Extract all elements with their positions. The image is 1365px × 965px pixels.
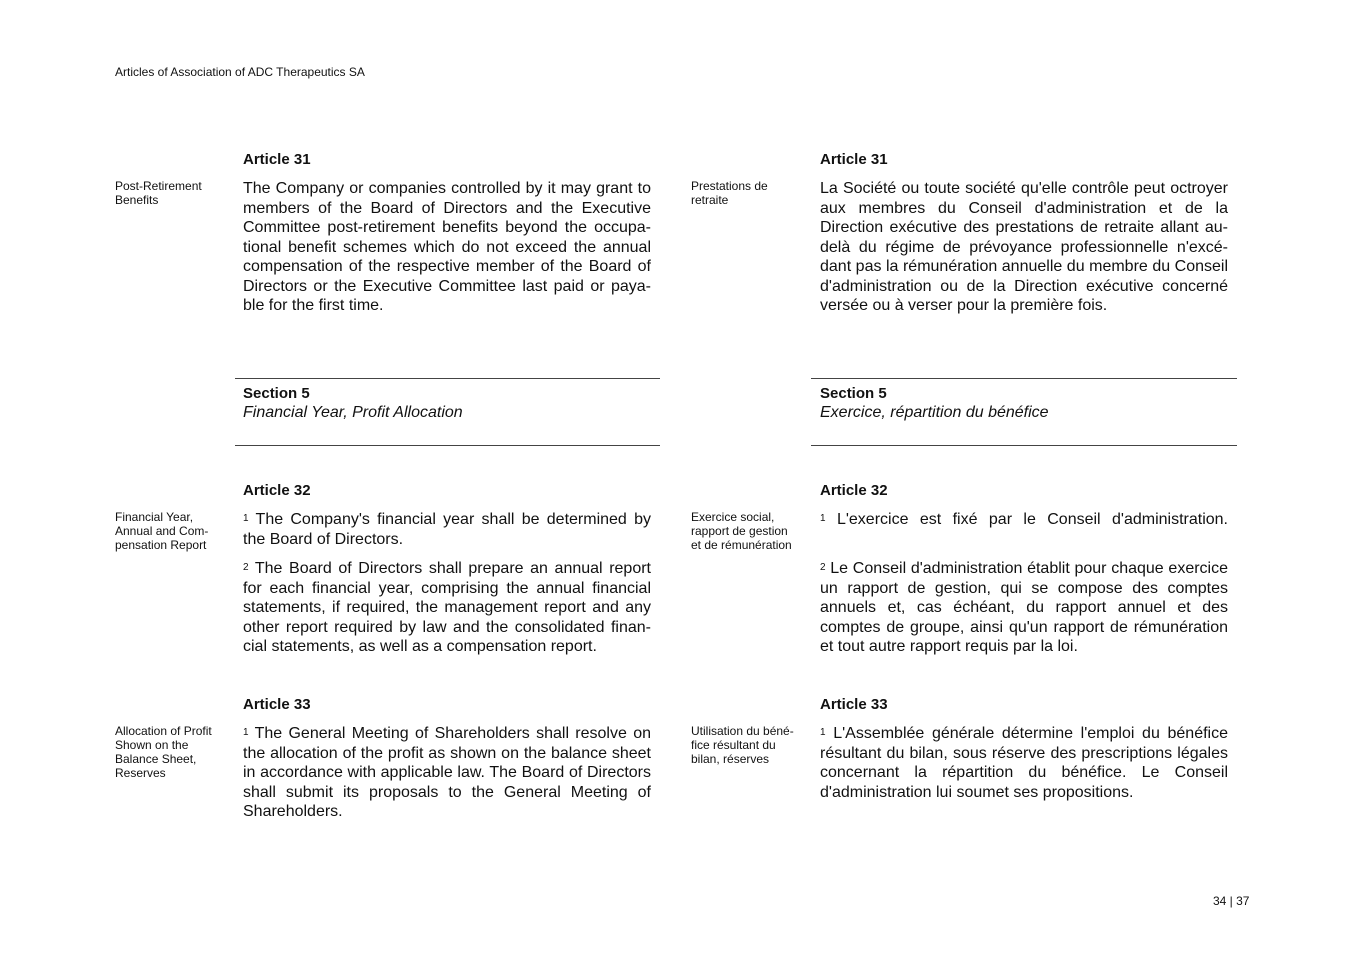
fr-article-32-p1-number: 1 — [820, 513, 826, 524]
en-article-33-p1-text: The General Meeting of Shareholders shall resolve on the allocation of the profit as shown on the balance sheet in accordance with applicable law. The Board of Directors shall submit its proposals to the General Meeting of Shareholders. — [243, 725, 651, 820]
page-number: 34 | 37 — [1213, 894, 1250, 908]
en-article-32-p1-number: 1 — [243, 513, 249, 524]
fr-article-32-title: Article 32 — [820, 482, 888, 499]
en-article-33-margin-note: Allocation of Profit Shown on the Balance Sheet, Reserves — [115, 724, 212, 780]
fr-section-rule-bottom — [811, 445, 1237, 446]
fr-article-32-p2-text: Le Conseil d'administration établit pour chaque exercice un rapport de gestion, qui se compose des comptes annuels et, cas échéant, du rapport annuel et des comptes de groupe, ainsi qu'un rapport de rémunération et tout autre rapport requis par la loi. — [820, 560, 1228, 655]
en-article-32-p1-text: The Company's financial year shall be determined by the Board of Directors. — [243, 511, 651, 548]
en-article-32-p2-number: 2 — [243, 562, 249, 573]
en-section-rule-top — [235, 378, 660, 379]
fr-article-33-title: Article 33 — [820, 696, 888, 713]
en-article-32-title: Article 32 — [243, 482, 311, 499]
en-section-5-label: Section 5 — [243, 385, 310, 402]
fr-article-31-paragraph: La Société ou toute société qu'elle contrôle peut octroyer aux membres du Conseil d'administration et de la Direction exécutive des prestations de retraite allant au-delà du régime de prévoyance professionnelle n'excédant pas la rémunération annuelle du membre du Conseil d'administration ou de la Direction exécutive concerné versée ou à verser pour la première fois. — [820, 180, 1228, 314]
fr-article-32-paragraph-2 — [820, 559, 1228, 657]
en-section-rule-bottom — [235, 445, 660, 446]
fr-article-31-title: Article 31 — [820, 151, 888, 168]
fr-article-33-p1-text: L'Assemblée générale détermine l'emploi du bénéfice résultant du bilan, sous réserve des prescriptions légales concernant la répartition du bénéfice. Le Conseil d'administration lui soumet ses propositions. — [820, 725, 1228, 801]
fr-article-32-margin-note: Exercice social, rapport de gestion et de rémunération — [691, 510, 792, 552]
en-article-31-margin-note: Post-Retirement Benefits — [115, 179, 202, 207]
fr-article-32-p1-text: L'exercice est fixé par le Conseil d'administration. — [825, 511, 1228, 528]
fr-article-32-p2-number: 2 — [820, 562, 826, 573]
en-article-33-title: Article 33 — [243, 696, 311, 713]
en-article-33-paragraph-1 — [243, 724, 651, 822]
en-article-31-title: Article 31 — [243, 151, 311, 168]
en-article-32-p2-text: The Board of Directors shall prepare an annual report for each financial year, comprising the annual financial statements, if required, the management report and any other report required by law and the consolidated financial statements, as well as a compensation report. — [243, 560, 651, 655]
fr-section-5-label: Section 5 — [820, 385, 887, 402]
document-header: Articles of Association of ADC Therapeutics SA — [115, 65, 365, 79]
fr-section-rule-top — [811, 378, 1237, 379]
en-article-32-margin-note: Financial Year, Annual and Compensation Report — [115, 510, 209, 552]
en-article-33-p1-number: 1 — [243, 727, 249, 738]
fr-article-33-p1-number: 1 — [820, 727, 826, 738]
fr-article-33-paragraph-1 — [820, 724, 1228, 802]
fr-article-33-margin-note: Utilisation du bénéfice résultant du bilan, réserves — [691, 724, 794, 766]
fr-section-5-title: Exercice, répartition du bénéfice — [820, 404, 1049, 421]
en-article-32-paragraph-2 — [243, 559, 651, 657]
fr-article-32-paragraph-1 — [820, 510, 1228, 530]
en-article-32-paragraph-1 — [243, 510, 651, 549]
fr-article-31-margin-note: Prestations de retraite — [691, 179, 768, 207]
en-section-5-title: Financial Year, Profit Allocation — [243, 404, 463, 421]
en-article-31-paragraph: The Company or companies controlled by it may grant to members of the Board of Directors and the Executive Committee post-retirement benefits beyond the occupational benefit schemes which do not exceed the annual compensation of the respective member of the Board of Directors or the Executive Committee last paid or payable for the first time. — [243, 180, 651, 314]
